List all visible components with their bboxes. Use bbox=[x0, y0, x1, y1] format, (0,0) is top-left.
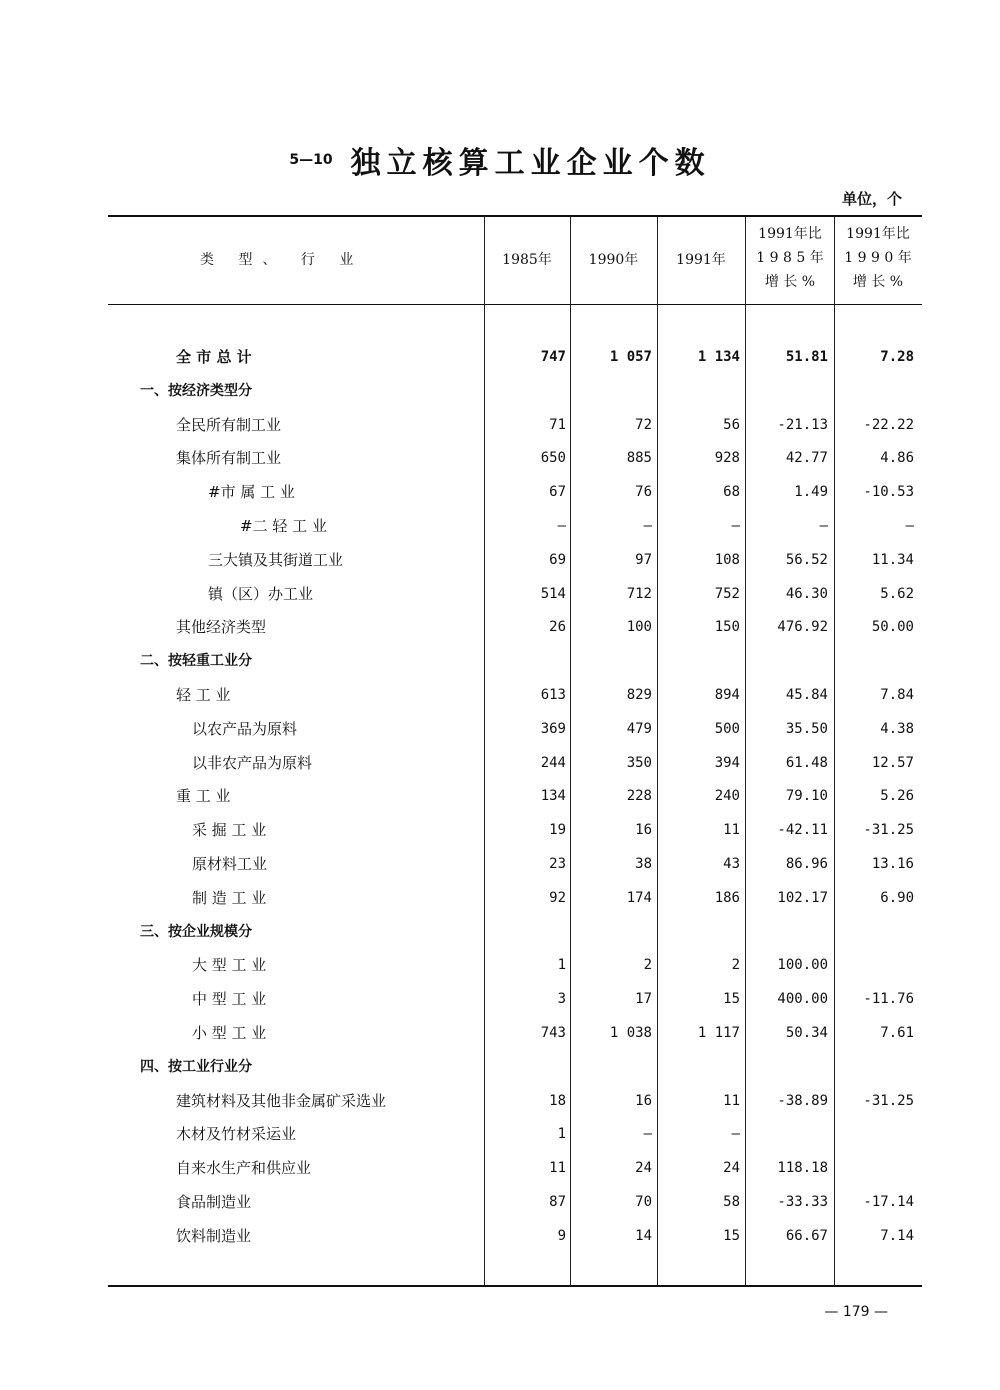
row-label: #二 轻 工 业 bbox=[240, 517, 327, 535]
header-line: 1991年比 bbox=[758, 226, 822, 242]
cell-v1985: 514 bbox=[540, 585, 566, 602]
table-row bbox=[0, 1119, 1000, 1149]
cell-g85: 61.48 bbox=[785, 754, 828, 771]
unit-label: 单位，个 bbox=[841, 190, 902, 208]
row-label: 二、按轻重工业分 bbox=[140, 653, 252, 670]
cell-v1990: — bbox=[643, 1126, 652, 1143]
cell-v1985: 134 bbox=[540, 788, 566, 805]
cell-g90: -31.25 bbox=[863, 822, 914, 839]
cell-g90: 7.61 bbox=[880, 1025, 914, 1041]
table-row bbox=[0, 410, 1000, 440]
row-label: 全 市 总 计 bbox=[176, 348, 252, 366]
cell-v1985: 743 bbox=[540, 1025, 566, 1041]
row-label: 轻 工 业 bbox=[176, 686, 231, 704]
cell-v1991: 56 bbox=[723, 416, 740, 433]
row-label: 其他经济类型 bbox=[176, 618, 267, 637]
row-label: 饮料制造业 bbox=[176, 1226, 252, 1245]
cell-v1985: 87 bbox=[549, 1194, 566, 1210]
header-line: 增 长 % bbox=[764, 274, 816, 290]
cell-g90: 5.26 bbox=[880, 788, 914, 805]
cell-v1991: 108 bbox=[714, 551, 740, 568]
header-line: 1 9 9 0 年 bbox=[844, 250, 912, 266]
header-1990: 1990年 bbox=[588, 252, 639, 268]
row-label: 木材及竹材采运业 bbox=[176, 1125, 297, 1144]
cell-v1990: 38 bbox=[635, 856, 652, 872]
row-label: 以非农产品为原料 bbox=[192, 753, 313, 772]
cell-v1990: — bbox=[643, 518, 652, 534]
cell-g85: 35.50 bbox=[785, 720, 828, 737]
cell-v1985: 26 bbox=[549, 619, 566, 636]
header-category: 类 型、 行 业 bbox=[200, 252, 364, 268]
cell-v1985: 747 bbox=[540, 349, 566, 365]
cell-v1985: 23 bbox=[549, 856, 566, 872]
table-number: 5—10 bbox=[289, 152, 333, 168]
table-row bbox=[0, 511, 1000, 541]
cell-v1985: 19 bbox=[549, 822, 566, 839]
cell-v1990: 72 bbox=[635, 416, 652, 433]
cell-v1991: 894 bbox=[714, 687, 740, 703]
cell-g90: 6.90 bbox=[880, 889, 914, 906]
cell-g90: 11.34 bbox=[871, 551, 914, 568]
cell-v1985: 67 bbox=[549, 484, 566, 501]
cell-v1991: 11 bbox=[723, 822, 740, 839]
table-row bbox=[0, 477, 1000, 507]
header-line: 1 9 8 5 年 bbox=[756, 250, 824, 266]
row-label: 四、按工业行业分 bbox=[140, 1058, 252, 1075]
table-title-text: 独立核算工业企业个数 bbox=[350, 146, 711, 181]
cell-v1991: 68 bbox=[723, 484, 740, 501]
cell-g85: 400.00 bbox=[777, 991, 828, 1008]
table-row bbox=[0, 612, 1000, 642]
cell-v1990: 24 bbox=[635, 1160, 652, 1177]
cell-g90: 13.16 bbox=[871, 856, 914, 872]
table-row bbox=[0, 1187, 1000, 1217]
section-row bbox=[0, 917, 1000, 947]
cell-g85: 476.92 bbox=[777, 619, 828, 636]
row-label: 一、按经济类型分 bbox=[140, 382, 252, 399]
cell-g85: 100.00 bbox=[777, 957, 828, 974]
header-growth-vs-1985 bbox=[747, 222, 833, 294]
header-rule bbox=[108, 304, 922, 305]
cell-v1991: 15 bbox=[723, 1227, 740, 1244]
cell-v1990: 350 bbox=[626, 754, 652, 771]
table-row bbox=[0, 342, 1000, 372]
cell-v1985: 1 bbox=[557, 957, 566, 974]
cell-g85: 50.34 bbox=[785, 1025, 828, 1041]
cell-g85: 102.17 bbox=[777, 889, 828, 906]
cell-v1990: 885 bbox=[626, 450, 652, 467]
cell-g90: 50.00 bbox=[871, 619, 914, 636]
table-row bbox=[0, 1086, 1000, 1116]
cell-v1985: 69 bbox=[549, 551, 566, 568]
table-row bbox=[0, 748, 1000, 778]
table-row bbox=[0, 579, 1000, 609]
cell-v1991: 150 bbox=[714, 619, 740, 636]
section-row bbox=[0, 1052, 1000, 1082]
cell-v1990: 16 bbox=[635, 1092, 652, 1109]
cell-g90: 12.57 bbox=[871, 754, 914, 771]
table-row bbox=[0, 950, 1000, 980]
cell-v1985: 369 bbox=[540, 720, 566, 737]
table-title bbox=[0, 138, 1000, 182]
cell-g90: 7.14 bbox=[880, 1227, 914, 1244]
cell-v1991: 43 bbox=[723, 856, 740, 872]
table-row bbox=[0, 815, 1000, 845]
cell-g85: 46.30 bbox=[785, 585, 828, 602]
cell-v1990: 70 bbox=[635, 1194, 652, 1210]
table-row bbox=[0, 1221, 1000, 1251]
cell-v1990: 17 bbox=[635, 991, 652, 1008]
cell-v1990: 1 038 bbox=[609, 1025, 652, 1041]
cell-g85: 86.96 bbox=[785, 856, 828, 872]
cell-g85: 79.10 bbox=[785, 788, 828, 805]
cell-g85: 66.67 bbox=[785, 1227, 828, 1244]
cell-g85: -42.11 bbox=[777, 822, 828, 839]
row-label: 采 掘 工 业 bbox=[192, 821, 267, 840]
header-1985: 1985年 bbox=[502, 252, 552, 268]
cell-g90: 5.62 bbox=[880, 585, 914, 602]
cell-v1990: 228 bbox=[626, 788, 652, 805]
cell-v1991: 11 bbox=[723, 1092, 740, 1109]
row-label: 三大镇及其街道工业 bbox=[208, 550, 344, 569]
cell-v1991: 1 134 bbox=[697, 349, 740, 365]
section-row bbox=[0, 646, 1000, 676]
cell-v1990: 97 bbox=[635, 551, 652, 568]
row-label: 制 造 工 业 bbox=[192, 888, 267, 907]
cell-v1991: — bbox=[731, 518, 740, 534]
table-row bbox=[0, 781, 1000, 811]
table-row bbox=[0, 714, 1000, 744]
cell-g90: -10.53 bbox=[863, 484, 914, 501]
row-label: 原材料工业 bbox=[192, 855, 268, 873]
cell-v1991: 24 bbox=[723, 1160, 740, 1177]
table-row bbox=[0, 1018, 1000, 1048]
cell-v1990: 479 bbox=[626, 720, 652, 737]
cell-v1985: — bbox=[557, 518, 566, 534]
cell-g85: — bbox=[819, 518, 828, 534]
cell-v1985: 9 bbox=[557, 1227, 566, 1244]
table-row bbox=[0, 984, 1000, 1014]
cell-v1991: 1 117 bbox=[697, 1025, 740, 1041]
cell-g90: -11.76 bbox=[863, 991, 914, 1008]
cell-v1991: 240 bbox=[714, 788, 740, 805]
cell-v1985: 613 bbox=[540, 687, 566, 703]
cell-v1990: 2 bbox=[643, 957, 652, 974]
cell-g90: 7.84 bbox=[880, 687, 914, 703]
table-row bbox=[0, 545, 1000, 575]
header-1991: 1991年 bbox=[676, 252, 726, 268]
cell-g85: -38.89 bbox=[777, 1092, 828, 1109]
cell-g90: -17.14 bbox=[863, 1194, 914, 1210]
cell-v1985: 92 bbox=[549, 889, 566, 906]
cell-v1990: 1 057 bbox=[609, 349, 652, 365]
cell-v1985: 3 bbox=[557, 991, 566, 1008]
row-label: 中 型 工 业 bbox=[192, 990, 267, 1009]
cell-g85: -33.33 bbox=[777, 1194, 828, 1210]
cell-v1991: 2 bbox=[731, 957, 740, 974]
cell-g85: 118.18 bbox=[777, 1160, 828, 1177]
cell-g85: 45.84 bbox=[785, 687, 828, 703]
cell-v1990: 829 bbox=[626, 687, 652, 703]
cell-v1991: 752 bbox=[714, 585, 740, 602]
cell-v1991: 15 bbox=[723, 991, 740, 1008]
cell-v1991: 186 bbox=[714, 889, 740, 906]
cell-v1990: 14 bbox=[635, 1227, 652, 1244]
table-row bbox=[0, 680, 1000, 710]
header-growth-vs-1990 bbox=[836, 222, 920, 294]
row-label: 重 工 业 bbox=[176, 787, 231, 806]
row-label: 全民所有制工业 bbox=[176, 415, 282, 434]
row-label: 大 型 工 业 bbox=[192, 956, 267, 975]
cell-v1985: 71 bbox=[549, 416, 566, 433]
row-label: 建筑材料及其他非金属矿采选业 bbox=[176, 1091, 387, 1110]
row-label: 三、按企业规模分 bbox=[140, 923, 252, 940]
cell-v1990: 100 bbox=[626, 619, 652, 636]
row-label: 自来水生产和供应业 bbox=[176, 1159, 312, 1178]
cell-g90: — bbox=[905, 518, 914, 534]
row-label: 镇（区）办工业 bbox=[208, 584, 314, 603]
table-row bbox=[0, 849, 1000, 879]
cell-g90: 7.28 bbox=[880, 349, 914, 365]
cell-v1991: 58 bbox=[723, 1194, 740, 1210]
cell-v1991: 500 bbox=[714, 720, 740, 737]
cell-g85: 1.49 bbox=[794, 484, 828, 501]
row-label: 集体所有制工业 bbox=[176, 449, 282, 468]
cell-g90: -22.22 bbox=[863, 416, 914, 433]
cell-g85: -21.13 bbox=[777, 416, 828, 433]
cell-v1985: 650 bbox=[540, 450, 566, 467]
cell-g90: 4.86 bbox=[880, 450, 914, 467]
cell-v1990: 712 bbox=[626, 585, 652, 602]
top-rule bbox=[108, 215, 922, 217]
cell-v1990: 174 bbox=[626, 889, 652, 906]
page-number: — 179 — bbox=[824, 1304, 888, 1320]
cell-v1991: — bbox=[731, 1126, 740, 1143]
cell-v1990: 76 bbox=[635, 484, 652, 501]
row-label: 食品制造业 bbox=[176, 1193, 252, 1211]
cell-v1985: 244 bbox=[540, 754, 566, 771]
cell-v1990: 16 bbox=[635, 822, 652, 839]
section-row bbox=[0, 376, 1000, 406]
cell-v1985: 11 bbox=[549, 1160, 566, 1177]
header-line: 1991年比 bbox=[846, 226, 910, 242]
cell-g90: 4.38 bbox=[880, 720, 914, 737]
cell-g90: -31.25 bbox=[863, 1092, 914, 1109]
cell-g85: 42.77 bbox=[785, 450, 828, 467]
bottom-rule bbox=[108, 1285, 922, 1287]
cell-v1991: 928 bbox=[714, 450, 740, 467]
row-label: 以农产品为原料 bbox=[192, 719, 298, 738]
cell-g85: 51.81 bbox=[785, 349, 828, 365]
row-label: 小 型 工 业 bbox=[192, 1024, 267, 1042]
table-row bbox=[0, 883, 1000, 913]
table-row bbox=[0, 1153, 1000, 1183]
header-line: 增 长 % bbox=[852, 274, 904, 290]
cell-v1985: 1 bbox=[557, 1126, 566, 1143]
table-row bbox=[0, 443, 1000, 473]
cell-g85: 56.52 bbox=[785, 551, 828, 568]
row-label: #市 属 工 业 bbox=[208, 483, 295, 502]
cell-v1991: 394 bbox=[714, 754, 740, 771]
cell-v1985: 18 bbox=[549, 1092, 566, 1109]
